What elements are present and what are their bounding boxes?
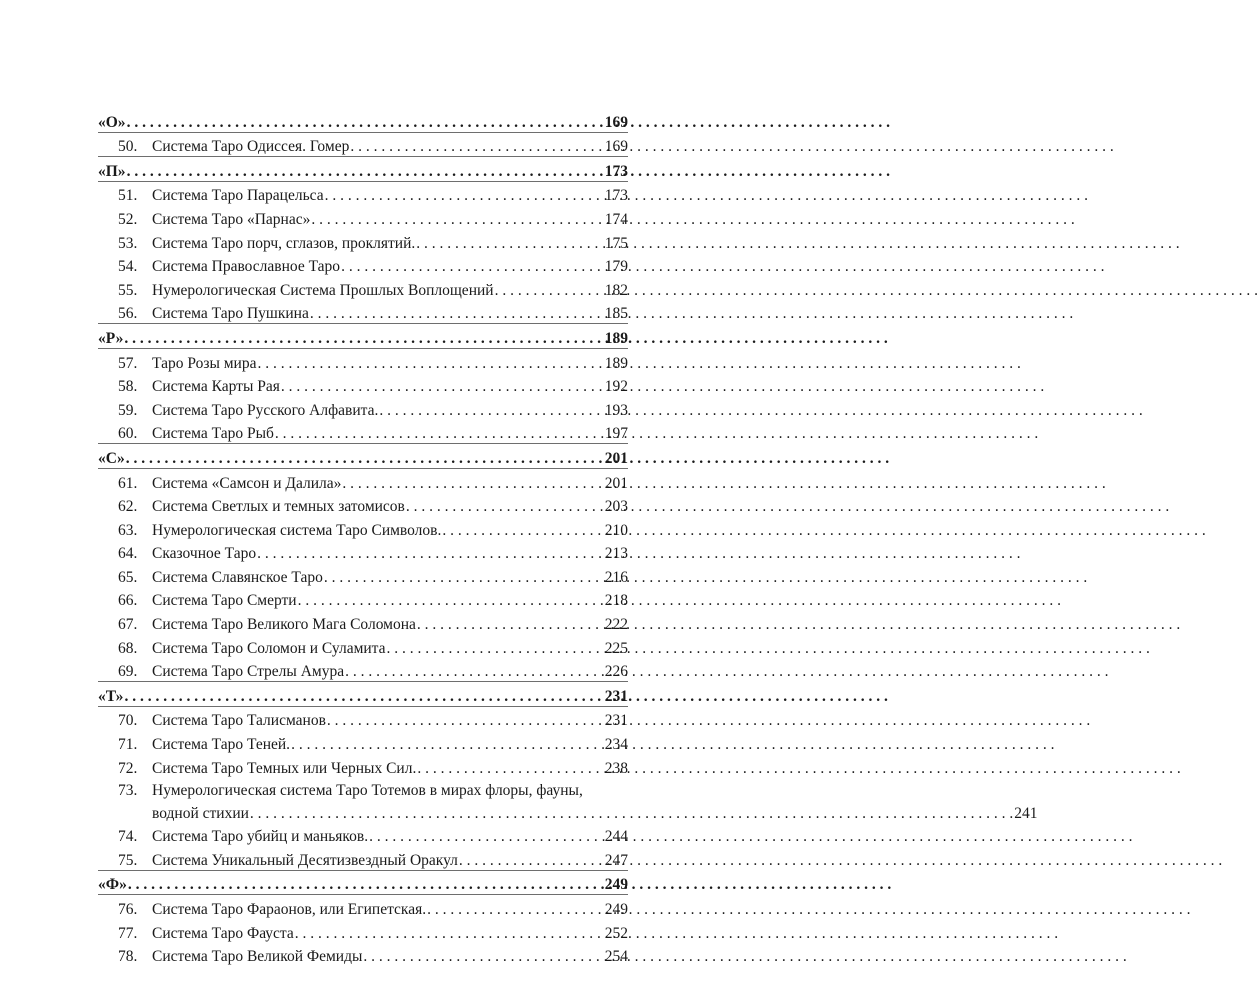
toc-entry <box>98 919 628 943</box>
dot-leader <box>257 355 603 373</box>
toc-entry <box>98 943 628 967</box>
entry-number: 53. <box>118 234 138 252</box>
toc-entry <box>98 754 628 778</box>
dot-leader <box>291 736 604 754</box>
page-number: 175 <box>604 234 628 252</box>
page-number: 213 <box>604 545 628 563</box>
toc-entry <box>98 396 628 420</box>
entry-number: 61. <box>118 474 138 492</box>
dot-leader <box>341 258 604 276</box>
toc-entry <box>98 349 628 373</box>
page-number: 197 <box>604 425 628 443</box>
toc-entry <box>98 846 628 871</box>
page-number: 225 <box>604 639 628 657</box>
entry-title: Система Карты Рая <box>152 378 280 396</box>
entry-number: 58. <box>118 378 138 396</box>
entry-title: Система Таро убийц и маньяков. <box>152 828 369 846</box>
section-letter: «С» <box>98 449 125 467</box>
toc-entry <box>98 133 628 158</box>
toc-entry <box>98 730 628 754</box>
dot-leader <box>257 545 604 563</box>
dot-leader <box>275 425 604 443</box>
entry-number: 55. <box>118 281 138 299</box>
page-number: 189 <box>604 354 628 372</box>
entry-title: Система Таро Талисманов <box>152 712 326 730</box>
dot-leader <box>298 592 604 610</box>
dot-leader <box>417 616 604 634</box>
toc-entry <box>98 300 628 325</box>
page-number: 182 <box>604 281 628 299</box>
entry-title: Система «Самсон и Далила» <box>152 474 342 492</box>
dot-leader <box>124 688 603 706</box>
toc-section-heading <box>98 157 628 182</box>
page-number: 234 <box>604 736 628 754</box>
entry-number: 71. <box>118 736 138 754</box>
entry-number: 74. <box>118 828 138 846</box>
page-number: 169 <box>604 138 628 156</box>
entry-title: Система Таро Фараонов, или Египетская. <box>152 901 427 918</box>
toc-entry <box>98 420 628 445</box>
entry-number: 69. <box>118 663 138 681</box>
page-number: 247 <box>604 851 628 869</box>
entry-title: Система Таро «Парнас» <box>152 210 311 228</box>
page-number: 210 <box>604 521 628 539</box>
dot-leader <box>442 522 603 540</box>
page-number: 203 <box>604 498 628 516</box>
section-letter: «Р» <box>98 329 124 347</box>
entry-title: Система Таро Темных или Черных Сил. <box>152 759 417 777</box>
entry-number: 77. <box>118 924 138 942</box>
toc-entry <box>98 707 628 731</box>
toc-entry <box>98 229 628 253</box>
dot-leader <box>250 805 1013 823</box>
page-number: 174 <box>604 210 628 228</box>
toc-entry <box>98 823 628 847</box>
page-number: 218 <box>604 592 628 610</box>
toc-entry <box>98 563 628 587</box>
toc-entry <box>98 658 628 683</box>
entry-title: Нумерологическая система Таро Символов. <box>152 521 442 539</box>
toc-section-heading <box>98 682 628 707</box>
page-number: 244 <box>604 828 628 846</box>
entry-number: 66. <box>118 592 138 610</box>
page-number: 201 <box>604 474 628 492</box>
page-number: 193 <box>604 401 628 419</box>
toc-entry <box>98 493 628 517</box>
entry-number: 78. <box>118 948 138 966</box>
page-number: 226 <box>604 663 628 681</box>
entry-number: 67. <box>118 616 138 634</box>
entry-title: Система Таро Русского Алфавита. <box>152 401 379 419</box>
dot-leader <box>416 235 603 253</box>
dot-leader <box>124 330 603 348</box>
entry-title: Таро Розы мира <box>152 354 257 372</box>
toc-entry <box>98 253 628 277</box>
dot-leader <box>379 402 603 420</box>
entry-title: Система Таро Соломон и Суламита <box>152 639 386 657</box>
entry-title: Нумерологическая Система Прошлых Воплощений <box>152 281 494 299</box>
entry-title: Сказочное Таро <box>152 545 257 563</box>
dot-leader <box>495 282 604 300</box>
page-number: 249 <box>604 901 628 918</box>
page-number: 185 <box>604 305 628 323</box>
page-number: 169 <box>604 113 628 131</box>
dot-leader <box>126 450 604 468</box>
dot-leader <box>327 712 604 730</box>
entry-number: 76. <box>118 901 138 918</box>
entry-title: Система Уникальный Десятизвездный Оракул <box>152 851 458 869</box>
dot-leader <box>325 187 604 205</box>
page-number: 201 <box>604 449 628 467</box>
toc-section-heading <box>98 444 628 469</box>
toc-section-heading <box>98 871 628 896</box>
entry-number: 57. <box>118 354 138 372</box>
page-number: 231 <box>604 687 628 705</box>
dot-leader <box>310 305 604 323</box>
entry-number: 56. <box>118 305 138 323</box>
entry-title-line1: Нумерологическая система Таро Тотемов в мирах флоры, фауны, <box>152 781 583 799</box>
dot-leader <box>350 138 603 156</box>
entry-title: Система Славянское Таро <box>152 568 323 586</box>
entry-number: 75. <box>118 851 138 869</box>
page-number: 249 <box>604 876 628 894</box>
section-letter: «Ф» <box>98 876 127 894</box>
entry-number: 63. <box>118 521 138 539</box>
dot-leader <box>127 114 604 132</box>
entry-title: Система Таро Пушкина <box>152 305 309 323</box>
entry-title: Система Таро Смерти <box>152 592 297 610</box>
dot-leader <box>427 901 604 919</box>
entry-title: Система Таро Парацельса <box>152 187 324 205</box>
page-number: 216 <box>604 568 628 586</box>
dot-leader <box>128 876 604 894</box>
page-number: 189 <box>604 329 628 347</box>
entry-number: 73. <box>118 781 138 799</box>
page-number: 179 <box>604 258 628 276</box>
toc-entry <box>98 276 628 300</box>
entry-title: Система Таро Рыб <box>152 425 274 443</box>
dot-leader <box>363 948 603 966</box>
page-number: 238 <box>604 759 628 777</box>
toc-entry <box>98 587 628 611</box>
page-number: 254 <box>604 948 628 966</box>
entry-number: 54. <box>118 258 138 276</box>
page-number: 173 <box>604 162 628 180</box>
page-number: 222 <box>604 616 628 634</box>
toc-entry <box>98 469 628 493</box>
toc-entry <box>98 778 1038 823</box>
dot-leader <box>417 760 603 778</box>
entry-number: 60. <box>118 425 138 443</box>
toc-entry <box>98 634 628 658</box>
entry-title: Система Православное Таро <box>152 258 341 276</box>
page-number: 252 <box>604 924 628 942</box>
toc-section-heading <box>98 108 628 133</box>
page-number: 192 <box>604 378 628 396</box>
section-letter: «Т» <box>98 687 124 705</box>
entry-title-line2: водной стихии <box>152 804 249 822</box>
dot-leader <box>324 569 604 587</box>
section-letter: «О» <box>98 113 126 131</box>
page-number: 173 <box>604 187 628 205</box>
entry-number: 50. <box>118 138 138 156</box>
dot-leader <box>345 663 604 681</box>
entry-title: Система Таро Фауста <box>152 924 294 942</box>
entry-number: 68. <box>118 639 138 657</box>
toc-entry <box>98 182 628 206</box>
entry-number: 59. <box>118 401 138 419</box>
page-number: 241 <box>1014 804 1038 822</box>
entry-title: Система Таро порч, сглазов, проклятий. <box>152 234 416 252</box>
entry-title: Система Таро Одиссея. Гомер <box>152 138 350 156</box>
page-number: 231 <box>604 712 628 730</box>
table-of-contents <box>98 108 1038 966</box>
entry-title: Система Таро Великой Фемиды <box>152 948 363 966</box>
entry-title: Система Светлых и темных затомисов <box>152 498 405 516</box>
section-letter: «П» <box>98 162 126 180</box>
dot-leader <box>311 211 603 229</box>
dot-leader <box>406 498 604 516</box>
toc-entry <box>98 540 628 564</box>
entry-title: Система Таро Великого Мага Соломона <box>152 616 416 634</box>
entry-number: 62. <box>118 498 138 516</box>
entry-number: 65. <box>118 568 138 586</box>
dot-leader <box>295 925 604 943</box>
dot-leader <box>387 640 604 658</box>
dot-leader <box>369 828 604 846</box>
entry-number: 51. <box>118 187 138 205</box>
entry-number: 64. <box>118 545 138 563</box>
dot-leader <box>281 378 604 396</box>
entry-number: 70. <box>118 712 138 730</box>
toc-entry <box>98 205 628 229</box>
dot-leader <box>127 163 604 181</box>
toc-entry <box>98 610 628 634</box>
toc-entry <box>98 373 628 397</box>
toc-entry <box>98 516 628 540</box>
dot-leader <box>459 852 604 870</box>
toc-entry <box>98 895 628 919</box>
entry-title: Система Таро Теней. <box>152 736 291 754</box>
entry-number: 72. <box>118 759 138 777</box>
entry-title: Система Таро Стрелы Амура <box>152 663 345 681</box>
entry-number: 52. <box>118 210 138 228</box>
toc-section-heading <box>98 324 628 349</box>
dot-leader <box>342 475 603 493</box>
